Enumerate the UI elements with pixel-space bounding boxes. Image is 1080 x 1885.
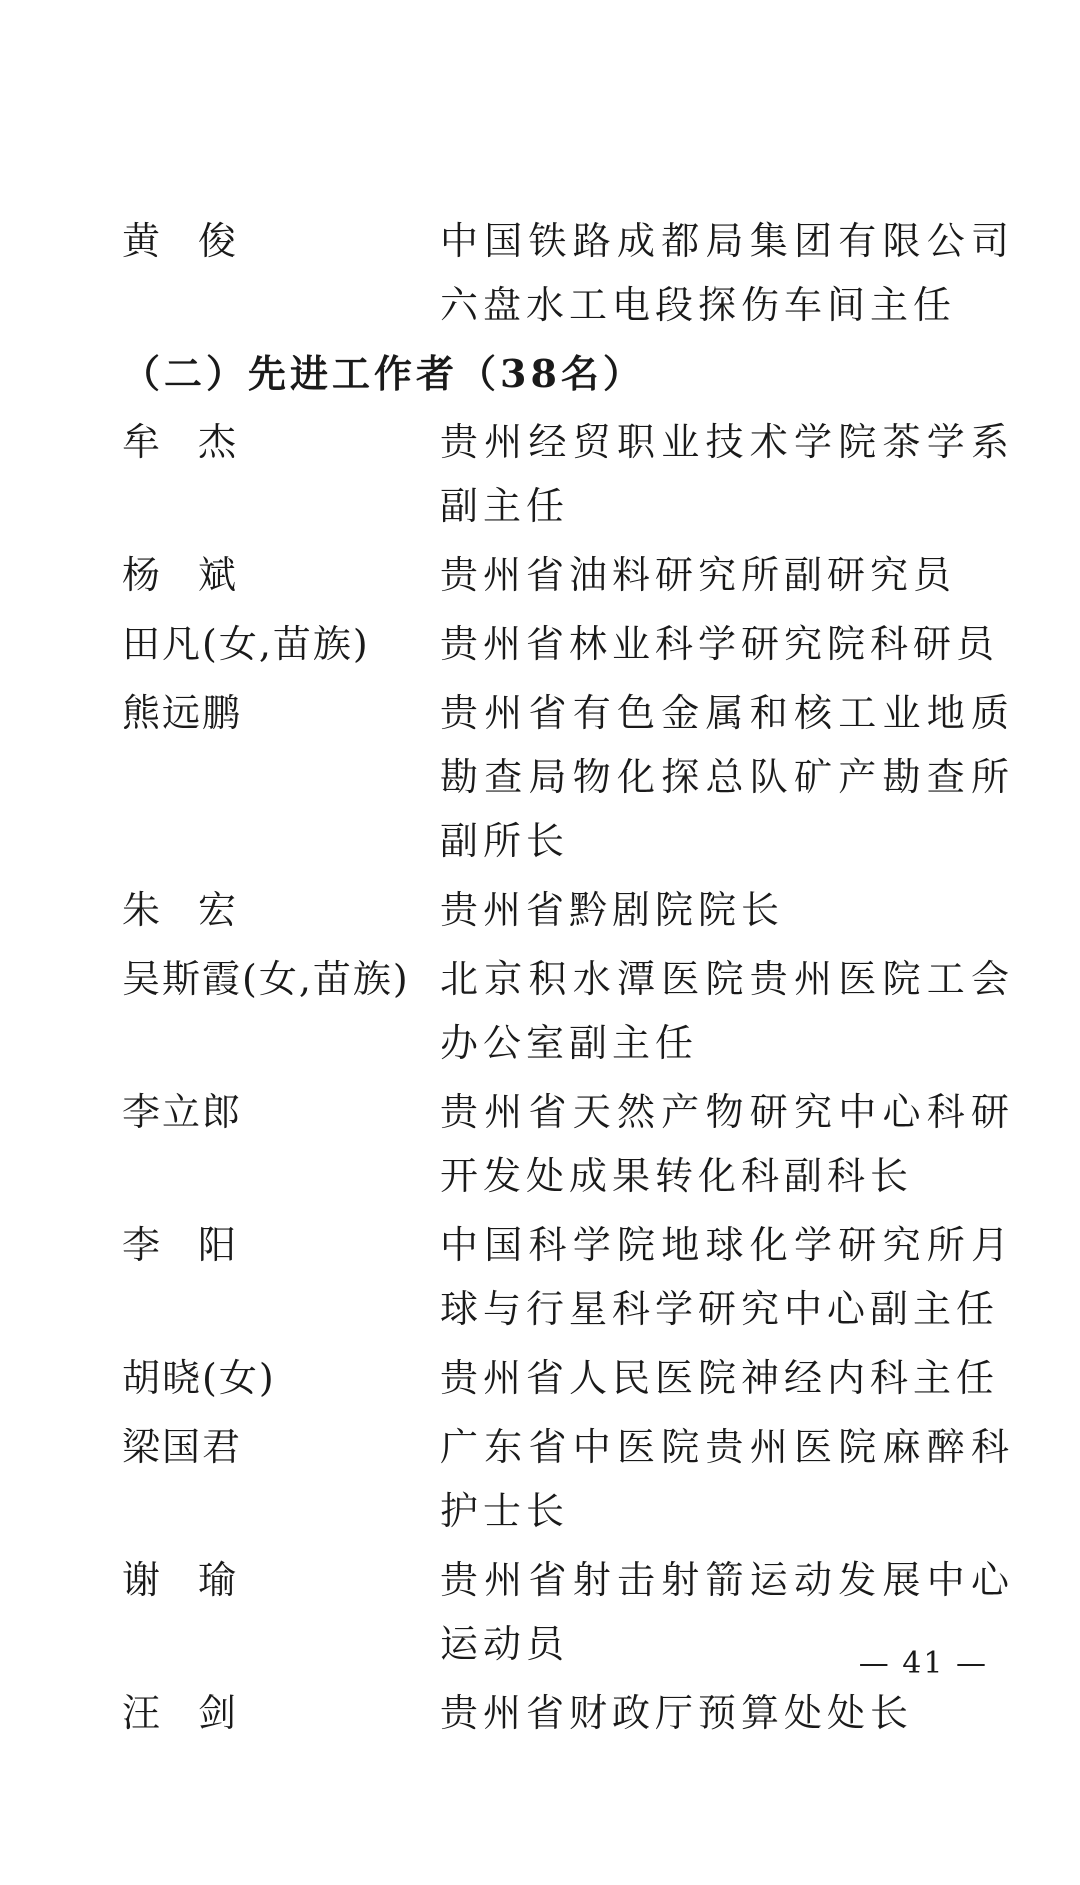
person-name: 朱宏	[122, 888, 275, 932]
person-title: 广东省中医院贵州医院麻醉科护士长	[440, 1425, 1014, 1533]
page-number: — 41 —	[858, 1646, 988, 1681]
list-item	[122, 1686, 1022, 1745]
person-name: 黄俊	[122, 219, 275, 263]
person-name: 谢瑜	[122, 1558, 275, 1602]
list-item	[122, 548, 1022, 607]
person-title: 贵州省射击射箭运动发展中心运动员	[440, 1558, 1014, 1666]
person-title: 中国科学院地球化学研究所月球与行星科学研究中心副主任	[440, 1223, 1014, 1331]
person-title: 中国铁路成都局集团有限公司六盘水工电段探伤车间主任	[440, 219, 1014, 327]
person-name: 李立郎	[122, 1090, 243, 1134]
person-title: 北京积水潭医院贵州医院工会办公室副主任	[440, 957, 1014, 1065]
person-name: 杨斌	[122, 553, 275, 597]
person-title: 贵州省黔剧院院长	[440, 888, 785, 932]
list-item	[122, 1218, 1022, 1341]
person-name: 胡晓(女)	[122, 1356, 276, 1400]
list-item	[122, 1420, 1022, 1543]
person-name: 梁国君	[122, 1425, 243, 1469]
person-name: 汪剑	[122, 1691, 275, 1735]
list-item	[122, 952, 1022, 1075]
person-title: 贵州省油料研究所副研究员	[440, 553, 957, 597]
person-title: 贵州省人民医院神经内科主任	[440, 1356, 1000, 1400]
award-list	[122, 214, 1022, 1755]
section-heading: （二）先进工作者（38名）	[122, 351, 645, 396]
list-item	[122, 617, 1022, 676]
person-name: 牟杰	[122, 420, 275, 464]
person-name: 李阳	[122, 1223, 275, 1267]
person-name: 田凡(女,苗族)	[122, 622, 370, 666]
person-title: 贵州省林业科学研究院科研员	[440, 622, 1000, 666]
person-name: 吴斯霞(女,苗族)	[122, 957, 410, 1001]
list-item	[122, 1085, 1022, 1208]
list-item	[122, 214, 1022, 337]
list-item	[122, 415, 1022, 538]
person-title: 贵州省财政厅预算处处长	[440, 1691, 914, 1735]
person-title: 贵州省天然产物研究中心科研开发处成果转化科副科长	[440, 1090, 1014, 1198]
list-item	[122, 686, 1022, 873]
list-item	[122, 1351, 1022, 1410]
person-title: 贵州省有色金属和核工业地质勘查局物化探总队矿产勘查所副所长	[440, 691, 1014, 863]
person-name: 熊远鹏	[122, 691, 243, 735]
person-title: 贵州经贸职业技术学院茶学系副主任	[440, 420, 1014, 528]
list-item	[122, 883, 1022, 942]
